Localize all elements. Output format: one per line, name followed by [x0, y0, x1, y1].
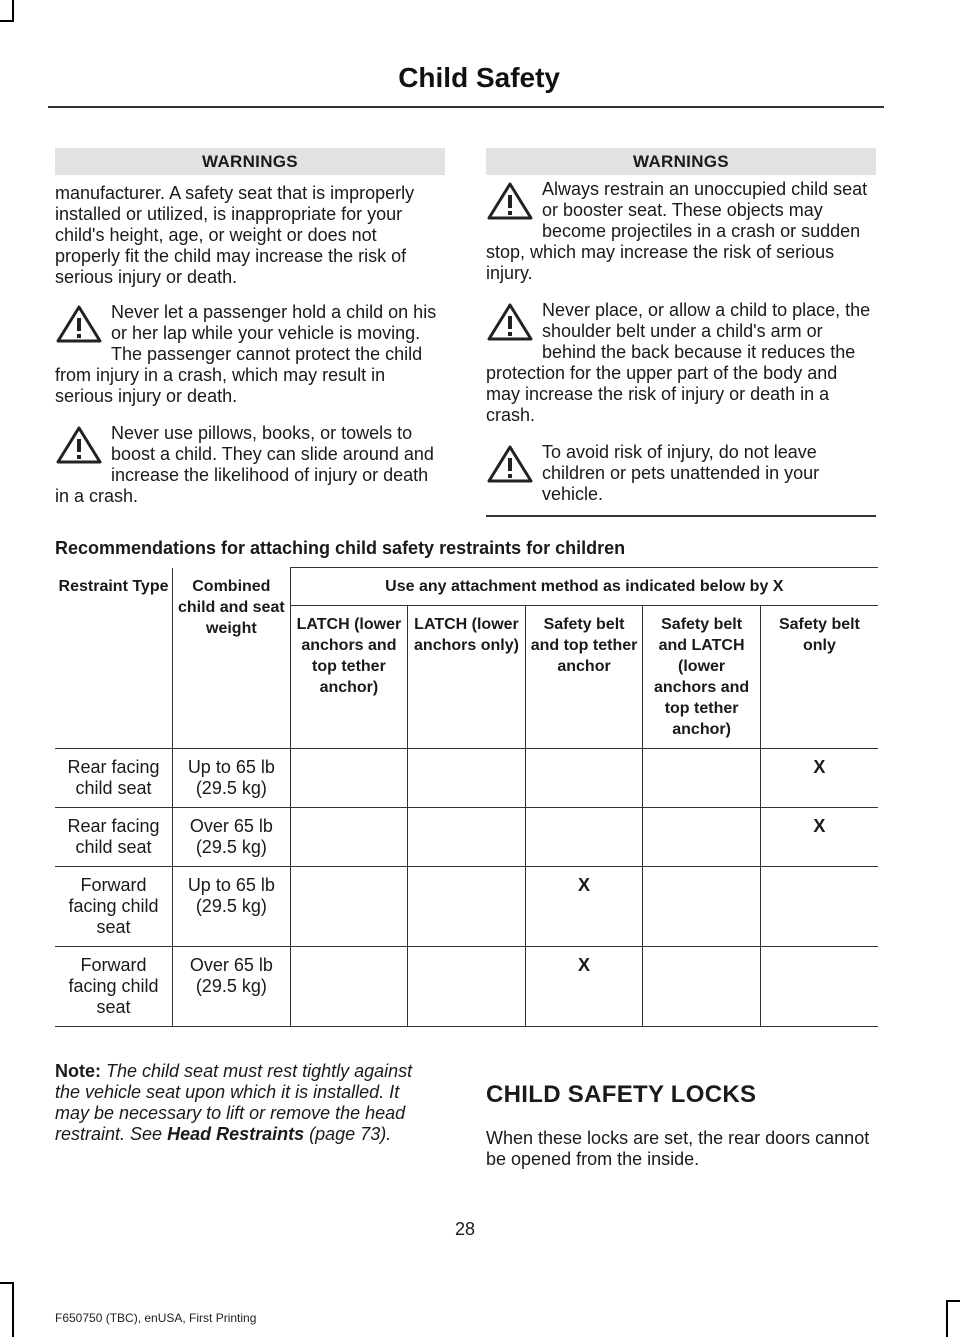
- cell-mark: X: [525, 867, 643, 947]
- table-row: [55, 749, 878, 808]
- cell-mark: X: [525, 947, 643, 1027]
- crop-mark: [12, 0, 14, 22]
- col-attachment-methods: Use any attachment method as indicated below by X: [290, 568, 878, 606]
- child-safety-locks-text: When these locks are set, the rear doors cannot be opened from the inside.: [486, 1128, 870, 1169]
- col-method: Safety belt only: [760, 606, 878, 749]
- footer-text: F650750 (TBC), enUSA, First Printing: [55, 1311, 257, 1325]
- cell-mark: [408, 808, 526, 867]
- cell-weight: Over 65 lb (29.5 kg): [173, 808, 291, 867]
- warning-text: To avoid risk of injury, do not leave children or pets unattended in your vehicle.: [542, 442, 820, 504]
- warning-text: Never use pillows, books, or towels to boost a child. They can slide around and increase the likelihood of injury or death in a crash.: [55, 423, 434, 506]
- note-page-ref: (page 73).: [309, 1124, 392, 1144]
- cell-mark: [290, 947, 408, 1027]
- cell-restraint-type: Rear facing child seat: [55, 749, 173, 808]
- cell-mark: [760, 947, 878, 1027]
- title-rule: [48, 106, 884, 108]
- warning-text: Never let a passenger hold a child on his or her lap while your vehicle is moving. The passenger cannot protect the child from injury in a crash, which may result in serious injury or death.: [55, 302, 437, 406]
- cell-restraint-type: Rear facing child seat: [55, 808, 173, 867]
- warning-item: [486, 300, 876, 426]
- warning-triangle-icon: [486, 179, 538, 223]
- left-column: [55, 148, 445, 507]
- warning-triangle-icon: [486, 442, 538, 486]
- cell-mark: [760, 867, 878, 947]
- table-row: [55, 947, 878, 1027]
- col-method: LATCH (lower anchors only): [408, 606, 526, 749]
- cell-mark: [408, 947, 526, 1027]
- cell-mark: [408, 749, 526, 808]
- cell-mark: [525, 808, 643, 867]
- cell-mark: X: [760, 808, 878, 867]
- cell-weight: Up to 65 lb (29.5 kg): [173, 749, 291, 808]
- table-row: [55, 808, 878, 867]
- warning-item: [486, 179, 876, 284]
- col-restraint-type: Restraint Type: [55, 568, 173, 749]
- table-row: [55, 867, 878, 947]
- child-safety-locks-heading: CHILD SAFETY LOCKS: [486, 1081, 757, 1108]
- page-number: 28: [454, 1219, 476, 1239]
- cell-weight: Up to 65 lb (29.5 kg): [173, 867, 291, 947]
- cell-restraint-type: Forward facing child seat: [55, 867, 173, 947]
- table-heading: Recommendations for attaching child safety restraints for children: [55, 538, 626, 558]
- cell-weight: Over 65 lb (29.5 kg): [173, 947, 291, 1027]
- warning-item: [486, 442, 876, 505]
- crop-mark: [946, 1300, 948, 1337]
- table-header-row: [55, 568, 878, 606]
- warning-intro: manufacturer. A safety seat that is improperly installed or utilized, is inappropriate for your child's height, age, or weight or does not properly fit the child may increase the risk of serious injury or death.: [55, 183, 415, 287]
- warning-text: Never place, or allow a child to place, the shoulder belt under a child's arm or behind the back because it reduces the protection for the upper part of the body and may increase the risk of injury or death in a crash.: [486, 300, 871, 425]
- cell-mark: [408, 867, 526, 947]
- cell-mark: [643, 808, 761, 867]
- warning-item: [55, 302, 445, 407]
- warning-triangle-icon: [486, 300, 538, 344]
- warning-item: [55, 423, 445, 507]
- warnings-heading: WARNINGS: [486, 148, 876, 175]
- cell-mark: [525, 749, 643, 808]
- warnings-end-rule: [486, 515, 876, 517]
- crop-mark: [12, 1282, 14, 1337]
- col-method: LATCH (lower anchors and top tether anchor): [290, 606, 408, 749]
- col-method: Safety belt and LATCH (lower anchors and top tether anchor): [643, 606, 761, 749]
- restraints-table: [55, 567, 878, 1027]
- cell-mark: [643, 867, 761, 947]
- cell-mark: [290, 808, 408, 867]
- head-restraints-link[interactable]: Head Restraints: [167, 1124, 305, 1144]
- crop-mark: [0, 20, 14, 22]
- note-label: Note:: [55, 1061, 101, 1081]
- cell-mark: [643, 947, 761, 1027]
- cell-mark: X: [760, 749, 878, 808]
- page-title: Child Safety: [398, 62, 560, 93]
- cell-mark: [290, 749, 408, 808]
- note-paragraph: [55, 1061, 435, 1145]
- crop-mark: [0, 1282, 14, 1284]
- cell-restraint-type: Forward facing child seat: [55, 947, 173, 1027]
- warning-triangle-icon: [55, 302, 107, 346]
- cell-mark: [643, 749, 761, 808]
- warning-text: Always restrain an unoccupied child seat or booster seat. These objects may become projectiles in a crash or sudden stop, which may increase the risk of serious injury.: [486, 179, 868, 283]
- col-method: Safety belt and top tether anchor: [525, 606, 643, 749]
- warning-triangle-icon: [55, 423, 107, 467]
- warnings-heading: WARNINGS: [55, 148, 445, 175]
- right-column: [486, 148, 876, 517]
- cell-mark: [290, 867, 408, 947]
- note-text: The child seat must rest tightly against the vehicle seat upon which it is installed. It may be necessary to lift or remove the head restraint. See: [55, 1061, 413, 1144]
- col-combined-weight: Combined child and seat weight: [173, 568, 291, 749]
- crop-mark: [946, 1300, 960, 1302]
